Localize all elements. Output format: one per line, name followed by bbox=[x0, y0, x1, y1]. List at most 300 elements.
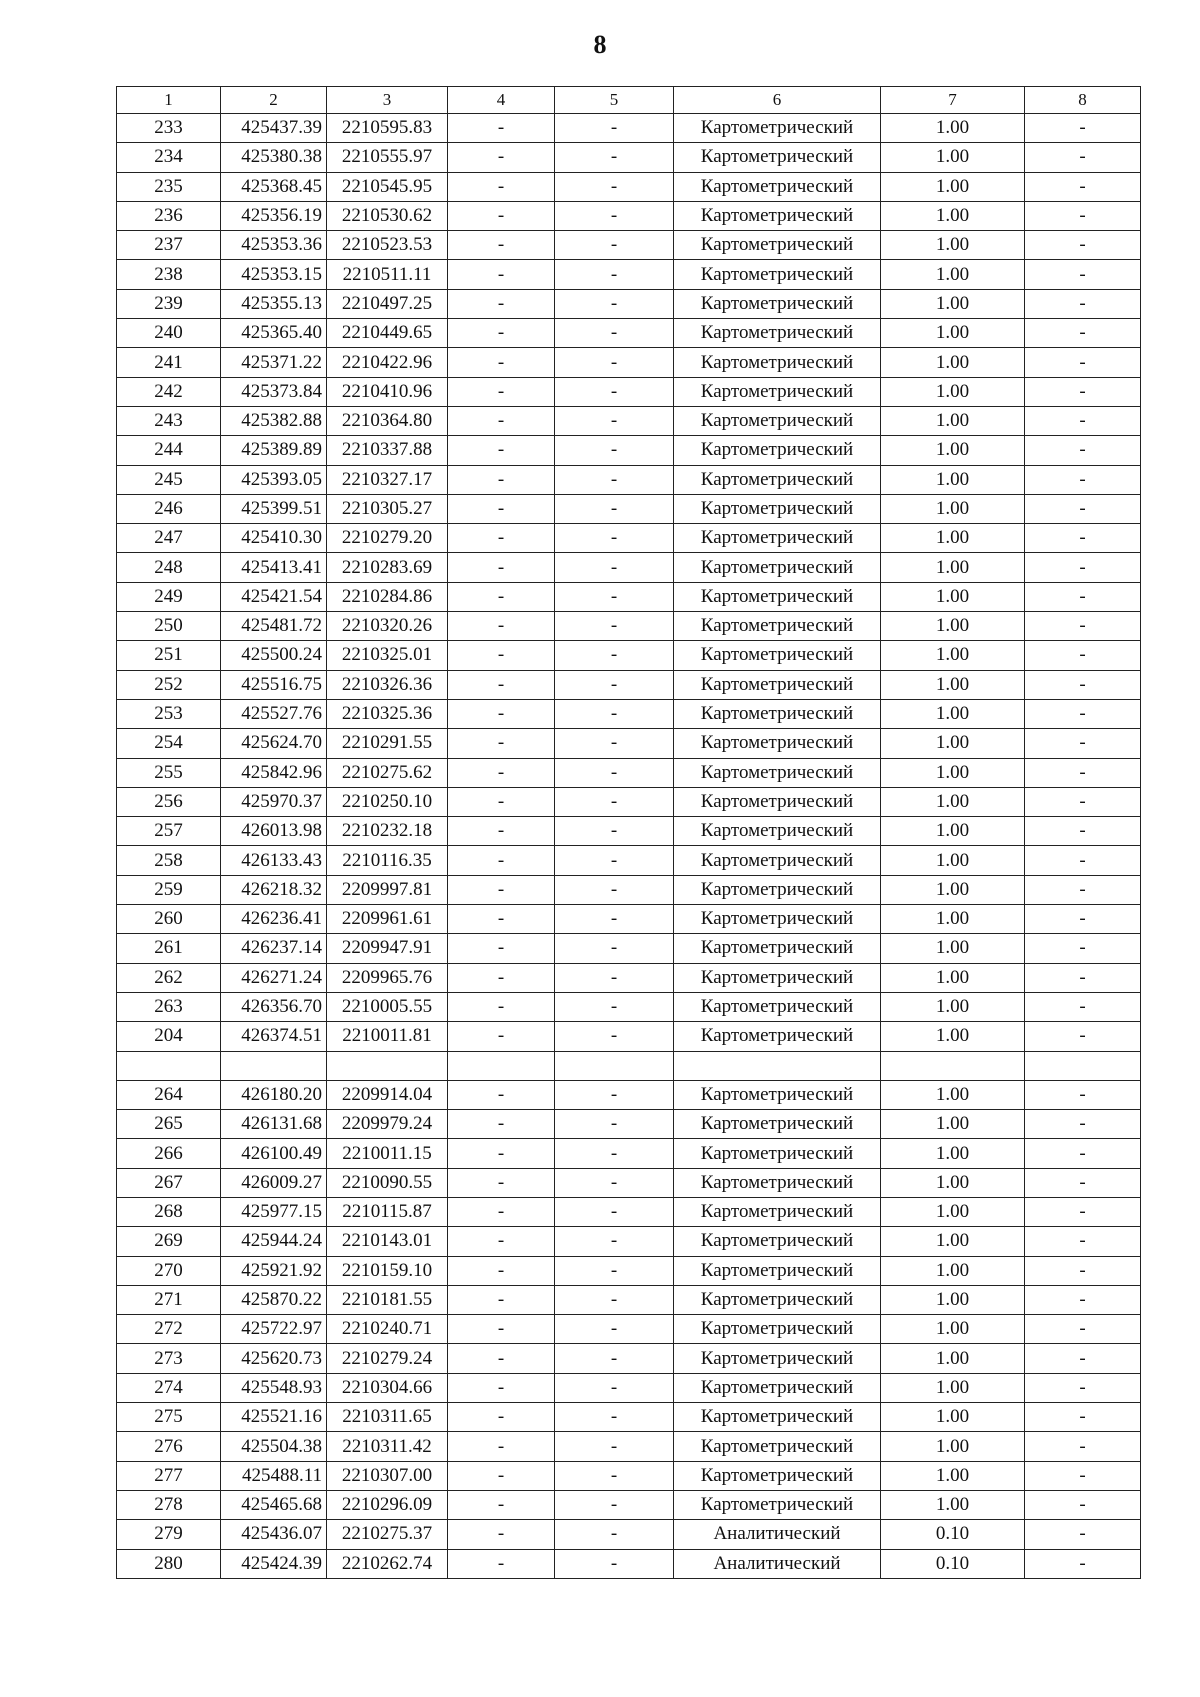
table-cell: 2210143.01 bbox=[327, 1227, 448, 1256]
table-cell: 1.00 bbox=[881, 436, 1025, 465]
table-cell: - bbox=[448, 1080, 555, 1109]
table-cell: - bbox=[555, 1490, 674, 1519]
table-cell: 265 bbox=[117, 1110, 221, 1139]
table-cell: 2210530.62 bbox=[327, 201, 448, 230]
table-cell: 275 bbox=[117, 1403, 221, 1432]
table-cell: - bbox=[555, 1139, 674, 1168]
table-cell: 2210296.09 bbox=[327, 1490, 448, 1519]
page-number: 8 bbox=[593, 30, 607, 59]
table-cell: - bbox=[555, 553, 674, 582]
table-cell: 426218.32 bbox=[221, 875, 327, 904]
table-cell: 426180.20 bbox=[221, 1080, 327, 1109]
table-cell: - bbox=[555, 465, 674, 494]
table-cell: 1.00 bbox=[881, 143, 1025, 172]
table-cell: - bbox=[1025, 1549, 1141, 1578]
table-cell: 246 bbox=[117, 494, 221, 523]
table-row bbox=[117, 553, 1141, 582]
table-cell: 277 bbox=[117, 1461, 221, 1490]
table-cell: Аналитический bbox=[674, 1520, 881, 1549]
table-cell: - bbox=[1025, 612, 1141, 641]
table-cell: 237 bbox=[117, 231, 221, 260]
table-cell: 2210305.27 bbox=[327, 494, 448, 523]
table-row bbox=[117, 641, 1141, 670]
table-cell: Картометрический bbox=[674, 1285, 881, 1314]
table-cell: Картометрический bbox=[674, 992, 881, 1021]
table-cell: 280 bbox=[117, 1549, 221, 1578]
table-cell: - bbox=[448, 231, 555, 260]
table-cell: 1.00 bbox=[881, 963, 1025, 992]
table-cell: 425500.24 bbox=[221, 641, 327, 670]
table-cell: 2210005.55 bbox=[327, 992, 448, 1021]
table-cell: Картометрический bbox=[674, 1110, 881, 1139]
table-cell: Картометрический bbox=[674, 670, 881, 699]
table-cell: Картометрический bbox=[674, 1080, 881, 1109]
table-cell: 425620.73 bbox=[221, 1344, 327, 1373]
table-cell: 425465.68 bbox=[221, 1490, 327, 1519]
table-row bbox=[117, 1549, 1141, 1578]
table-cell: Картометрический bbox=[674, 729, 881, 758]
table-cell: 251 bbox=[117, 641, 221, 670]
table-cell: - bbox=[1025, 1168, 1141, 1197]
table-cell: - bbox=[1025, 231, 1141, 260]
table-cell: 2209961.61 bbox=[327, 905, 448, 934]
table-cell bbox=[448, 1051, 555, 1080]
table-row bbox=[117, 1256, 1141, 1285]
table-cell: - bbox=[448, 1285, 555, 1314]
table-cell bbox=[1025, 1051, 1141, 1080]
table-cell: - bbox=[448, 494, 555, 523]
table-cell: 426356.70 bbox=[221, 992, 327, 1021]
table-cell: - bbox=[448, 143, 555, 172]
table-cell: 243 bbox=[117, 406, 221, 435]
table-row bbox=[117, 758, 1141, 787]
table-cell: 278 bbox=[117, 1490, 221, 1519]
table-cell: - bbox=[1025, 348, 1141, 377]
table-cell: - bbox=[555, 1403, 674, 1432]
table-cell: 1.00 bbox=[881, 612, 1025, 641]
table-row bbox=[117, 612, 1141, 641]
table-cell: - bbox=[1025, 406, 1141, 435]
column-header: 1 bbox=[117, 87, 221, 114]
table-cell: 1.00 bbox=[881, 1110, 1025, 1139]
table-row bbox=[117, 875, 1141, 904]
table-cell: Картометрический bbox=[674, 406, 881, 435]
table-cell: - bbox=[555, 1315, 674, 1344]
table-cell: - bbox=[555, 992, 674, 1021]
table-cell: - bbox=[448, 406, 555, 435]
table-cell: - bbox=[1025, 1373, 1141, 1402]
table-cell: - bbox=[448, 260, 555, 289]
table-cell: 2210410.96 bbox=[327, 377, 448, 406]
table-cell: Аналитический bbox=[674, 1549, 881, 1578]
table-row bbox=[117, 114, 1141, 143]
table-cell: 2210449.65 bbox=[327, 319, 448, 348]
table-cell: - bbox=[1025, 201, 1141, 230]
table-cell: - bbox=[555, 172, 674, 201]
table-cell: 254 bbox=[117, 729, 221, 758]
table-cell: - bbox=[555, 1168, 674, 1197]
table-cell: - bbox=[1025, 1432, 1141, 1461]
table-cell: 425504.38 bbox=[221, 1432, 327, 1461]
table-cell: 1.00 bbox=[881, 905, 1025, 934]
table-row bbox=[117, 1520, 1141, 1549]
table-cell: - bbox=[555, 934, 674, 963]
table-cell: - bbox=[1025, 1461, 1141, 1490]
table-cell: 2210364.80 bbox=[327, 406, 448, 435]
table-cell: - bbox=[448, 1344, 555, 1373]
table-cell: Картометрический bbox=[674, 963, 881, 992]
table-row bbox=[117, 1373, 1141, 1402]
table-cell: 1.00 bbox=[881, 1461, 1025, 1490]
table-cell: 425977.15 bbox=[221, 1197, 327, 1226]
table-cell: 1.00 bbox=[881, 846, 1025, 875]
table-cell: - bbox=[448, 1432, 555, 1461]
table-cell: 274 bbox=[117, 1373, 221, 1402]
table-cell: 1.00 bbox=[881, 1022, 1025, 1051]
table-row bbox=[117, 1344, 1141, 1373]
table-cell: 425527.76 bbox=[221, 699, 327, 728]
table-cell: 2210275.37 bbox=[327, 1520, 448, 1549]
table-cell: - bbox=[555, 582, 674, 611]
table-row bbox=[117, 934, 1141, 963]
table-cell: - bbox=[555, 260, 674, 289]
table-cell: - bbox=[555, 1285, 674, 1314]
table-cell: Картометрический bbox=[674, 817, 881, 846]
table-cell: 1.00 bbox=[881, 1490, 1025, 1519]
table-cell: 1.00 bbox=[881, 729, 1025, 758]
table-cell: Картометрический bbox=[674, 1256, 881, 1285]
table-cell: - bbox=[448, 172, 555, 201]
table-cell: - bbox=[555, 1227, 674, 1256]
table-cell: 426237.14 bbox=[221, 934, 327, 963]
table-cell: - bbox=[1025, 1256, 1141, 1285]
table-cell: 258 bbox=[117, 846, 221, 875]
table-cell: 426271.24 bbox=[221, 963, 327, 992]
table-cell: 425421.54 bbox=[221, 582, 327, 611]
table-row bbox=[117, 465, 1141, 494]
table-cell: - bbox=[448, 436, 555, 465]
table-cell: 1.00 bbox=[881, 1256, 1025, 1285]
table-cell: - bbox=[1025, 1403, 1141, 1432]
table-cell: - bbox=[448, 1461, 555, 1490]
table-cell: Картометрический bbox=[674, 846, 881, 875]
table-cell: 247 bbox=[117, 524, 221, 553]
table-cell: 2210011.81 bbox=[327, 1022, 448, 1051]
table-cell: - bbox=[555, 963, 674, 992]
table-cell: Картометрический bbox=[674, 1461, 881, 1490]
table-cell: - bbox=[1025, 143, 1141, 172]
table-row bbox=[117, 1051, 1141, 1080]
table-cell: - bbox=[1025, 729, 1141, 758]
table-cell: 1.00 bbox=[881, 1080, 1025, 1109]
table-row bbox=[117, 729, 1141, 758]
table-cell: 271 bbox=[117, 1285, 221, 1314]
table-cell: - bbox=[1025, 1139, 1141, 1168]
table-cell: Картометрический bbox=[674, 201, 881, 230]
table-cell: 2210422.96 bbox=[327, 348, 448, 377]
table-cell: 270 bbox=[117, 1256, 221, 1285]
table-row bbox=[117, 143, 1141, 172]
table-cell: Картометрический bbox=[674, 319, 881, 348]
table-cell: - bbox=[555, 1520, 674, 1549]
table-cell: - bbox=[448, 377, 555, 406]
table-cell: 2210595.83 bbox=[327, 114, 448, 143]
table-cell: 2210523.53 bbox=[327, 231, 448, 260]
table-cell: - bbox=[555, 114, 674, 143]
table-cell: - bbox=[1025, 553, 1141, 582]
table-row bbox=[117, 1080, 1141, 1109]
table-cell: - bbox=[448, 1256, 555, 1285]
table-cell: Картометрический bbox=[674, 787, 881, 816]
table-cell: 425516.75 bbox=[221, 670, 327, 699]
table-cell: - bbox=[448, 963, 555, 992]
table-cell bbox=[221, 1051, 327, 1080]
table-cell: - bbox=[448, 612, 555, 641]
table-row bbox=[117, 787, 1141, 816]
table-cell: - bbox=[1025, 670, 1141, 699]
table-row bbox=[117, 992, 1141, 1021]
table-row bbox=[117, 582, 1141, 611]
table-cell: - bbox=[448, 934, 555, 963]
table-cell: 425921.92 bbox=[221, 1256, 327, 1285]
table-cell: - bbox=[555, 612, 674, 641]
table-cell: - bbox=[448, 1227, 555, 1256]
table-cell: Картометрический bbox=[674, 465, 881, 494]
table-cell: 273 bbox=[117, 1344, 221, 1373]
table-header-row bbox=[117, 87, 1141, 114]
table-cell: 204 bbox=[117, 1022, 221, 1051]
table-cell: 0.10 bbox=[881, 1520, 1025, 1549]
table-cell: - bbox=[1025, 963, 1141, 992]
table-cell: - bbox=[555, 436, 674, 465]
table-cell: 1.00 bbox=[881, 260, 1025, 289]
table-cell: 2210291.55 bbox=[327, 729, 448, 758]
table-cell: 1.00 bbox=[881, 1139, 1025, 1168]
table-cell: 425389.89 bbox=[221, 436, 327, 465]
table-cell: 2210115.87 bbox=[327, 1197, 448, 1226]
table-cell: 267 bbox=[117, 1168, 221, 1197]
table-cell: - bbox=[555, 787, 674, 816]
table-cell: 1.00 bbox=[881, 201, 1025, 230]
table-cell: 425355.13 bbox=[221, 289, 327, 318]
table-cell: Картометрический bbox=[674, 758, 881, 787]
table-row bbox=[117, 377, 1141, 406]
table-cell: 1.00 bbox=[881, 553, 1025, 582]
table-cell: - bbox=[448, 905, 555, 934]
table-cell: 1.00 bbox=[881, 289, 1025, 318]
table-cell: - bbox=[448, 992, 555, 1021]
table-cell: - bbox=[555, 1461, 674, 1490]
table-cell: - bbox=[448, 1403, 555, 1432]
table-cell: - bbox=[1025, 758, 1141, 787]
table-cell: - bbox=[448, 1197, 555, 1226]
table-cell: - bbox=[555, 1256, 674, 1285]
table-cell: 1.00 bbox=[881, 319, 1025, 348]
table-cell: 2210327.17 bbox=[327, 465, 448, 494]
table-cell: - bbox=[1025, 1344, 1141, 1373]
table-cell: 425365.40 bbox=[221, 319, 327, 348]
table-row bbox=[117, 846, 1141, 875]
table-cell: 425393.05 bbox=[221, 465, 327, 494]
table-cell: Картометрический bbox=[674, 172, 881, 201]
table-cell: 1.00 bbox=[881, 1227, 1025, 1256]
table-cell: - bbox=[1025, 114, 1141, 143]
table-cell: Картометрический bbox=[674, 612, 881, 641]
table-cell: 2209947.91 bbox=[327, 934, 448, 963]
table-cell: 276 bbox=[117, 1432, 221, 1461]
table-cell: 425356.19 bbox=[221, 201, 327, 230]
table-cell: - bbox=[1025, 1490, 1141, 1519]
table-cell: 1.00 bbox=[881, 1285, 1025, 1314]
table-cell: 249 bbox=[117, 582, 221, 611]
table-cell: 248 bbox=[117, 553, 221, 582]
column-header: 3 bbox=[327, 87, 448, 114]
table-cell: - bbox=[1025, 1285, 1141, 1314]
table-cell: 2210545.95 bbox=[327, 172, 448, 201]
table-cell: - bbox=[555, 348, 674, 377]
table-cell: Картометрический bbox=[674, 260, 881, 289]
table-cell: Картометрический bbox=[674, 1403, 881, 1432]
table-cell: - bbox=[555, 289, 674, 318]
table-cell: 426009.27 bbox=[221, 1168, 327, 1197]
table-cell: - bbox=[1025, 1197, 1141, 1226]
table-cell: 2210337.88 bbox=[327, 436, 448, 465]
table-cell: 236 bbox=[117, 201, 221, 230]
table-cell: - bbox=[1025, 1080, 1141, 1109]
table-row bbox=[117, 1432, 1141, 1461]
table-cell: - bbox=[1025, 1520, 1141, 1549]
table-cell bbox=[881, 1051, 1025, 1080]
table-row bbox=[117, 348, 1141, 377]
table-cell: - bbox=[1025, 992, 1141, 1021]
table-cell: 425353.36 bbox=[221, 231, 327, 260]
table-cell: 2210311.42 bbox=[327, 1432, 448, 1461]
table-cell: 2210090.55 bbox=[327, 1168, 448, 1197]
table-cell: Картометрический bbox=[674, 905, 881, 934]
table-cell: - bbox=[1025, 582, 1141, 611]
table-cell: 425437.39 bbox=[221, 114, 327, 143]
table-cell: - bbox=[1025, 699, 1141, 728]
table-cell: - bbox=[448, 670, 555, 699]
table-cell: - bbox=[555, 524, 674, 553]
table-cell bbox=[117, 1051, 221, 1080]
table-cell: 239 bbox=[117, 289, 221, 318]
table-cell: 2210283.69 bbox=[327, 553, 448, 582]
table-cell: 257 bbox=[117, 817, 221, 846]
table-cell: - bbox=[1025, 1022, 1141, 1051]
table-cell: 264 bbox=[117, 1080, 221, 1109]
table-cell: - bbox=[448, 1110, 555, 1139]
table-cell: 1.00 bbox=[881, 787, 1025, 816]
table-cell: 2210159.10 bbox=[327, 1256, 448, 1285]
table-cell: Картометрический bbox=[674, 1139, 881, 1168]
table-cell: 425624.70 bbox=[221, 729, 327, 758]
table-row bbox=[117, 1168, 1141, 1197]
table-cell: 238 bbox=[117, 260, 221, 289]
table-cell: 2210284.86 bbox=[327, 582, 448, 611]
table-cell: 2210555.97 bbox=[327, 143, 448, 172]
table-row bbox=[117, 905, 1141, 934]
table-row bbox=[117, 817, 1141, 846]
table-cell: 1.00 bbox=[881, 524, 1025, 553]
table-cell: - bbox=[1025, 524, 1141, 553]
table-cell: 425970.37 bbox=[221, 787, 327, 816]
table-cell: Картометрический bbox=[674, 524, 881, 553]
table-cell: - bbox=[1025, 436, 1141, 465]
column-header: 6 bbox=[674, 87, 881, 114]
table-body bbox=[117, 114, 1141, 1579]
table-cell: 425722.97 bbox=[221, 1315, 327, 1344]
table-cell: 425399.51 bbox=[221, 494, 327, 523]
table-cell: 426236.41 bbox=[221, 905, 327, 934]
table-cell: - bbox=[555, 201, 674, 230]
table-cell: 1.00 bbox=[881, 1168, 1025, 1197]
table-cell: - bbox=[1025, 817, 1141, 846]
column-header: 2 bbox=[221, 87, 327, 114]
table-cell: - bbox=[448, 524, 555, 553]
table-cell: - bbox=[1025, 289, 1141, 318]
table-cell: 2210232.18 bbox=[327, 817, 448, 846]
table-cell: - bbox=[448, 1168, 555, 1197]
table-cell: 1.00 bbox=[881, 1344, 1025, 1373]
table-cell: 1.00 bbox=[881, 875, 1025, 904]
table-cell: 1.00 bbox=[881, 465, 1025, 494]
table-cell: - bbox=[555, 875, 674, 904]
table-row bbox=[117, 1490, 1141, 1519]
table-row bbox=[117, 1197, 1141, 1226]
table-cell: - bbox=[448, 319, 555, 348]
table-cell: - bbox=[555, 1549, 674, 1578]
table-cell: - bbox=[555, 758, 674, 787]
table-cell: Картометрический bbox=[674, 641, 881, 670]
table-cell: - bbox=[555, 1432, 674, 1461]
table-cell: 425413.41 bbox=[221, 553, 327, 582]
table-cell: - bbox=[448, 1022, 555, 1051]
table-cell: - bbox=[448, 758, 555, 787]
table-cell: - bbox=[448, 289, 555, 318]
table-cell: 1.00 bbox=[881, 231, 1025, 260]
table-cell: 2209965.76 bbox=[327, 963, 448, 992]
table-cell: Картометрический bbox=[674, 934, 881, 963]
table-cell: 2209914.04 bbox=[327, 1080, 448, 1109]
table-cell: 426374.51 bbox=[221, 1022, 327, 1051]
table-cell: 426100.49 bbox=[221, 1139, 327, 1168]
table-cell: - bbox=[555, 670, 674, 699]
table-cell: - bbox=[555, 1344, 674, 1373]
table-cell: 426131.68 bbox=[221, 1110, 327, 1139]
table-cell: 2210320.26 bbox=[327, 612, 448, 641]
table-cell: - bbox=[1025, 319, 1141, 348]
table-cell: 242 bbox=[117, 377, 221, 406]
table-row bbox=[117, 289, 1141, 318]
table-cell: 1.00 bbox=[881, 1403, 1025, 1432]
table-cell: 425424.39 bbox=[221, 1549, 327, 1578]
table-cell: 253 bbox=[117, 699, 221, 728]
table-cell: 2210240.71 bbox=[327, 1315, 448, 1344]
table-cell: 1.00 bbox=[881, 1315, 1025, 1344]
table-row bbox=[117, 1139, 1141, 1168]
table-cell: 426013.98 bbox=[221, 817, 327, 846]
table-cell: - bbox=[448, 729, 555, 758]
table-cell: 2210181.55 bbox=[327, 1285, 448, 1314]
table-cell: 2210250.10 bbox=[327, 787, 448, 816]
table-cell: 2210262.74 bbox=[327, 1549, 448, 1578]
table-cell: 426133.43 bbox=[221, 846, 327, 875]
table-cell: 0.10 bbox=[881, 1549, 1025, 1578]
table-cell: - bbox=[448, 114, 555, 143]
table-cell: - bbox=[448, 1373, 555, 1402]
table-cell: - bbox=[448, 1315, 555, 1344]
